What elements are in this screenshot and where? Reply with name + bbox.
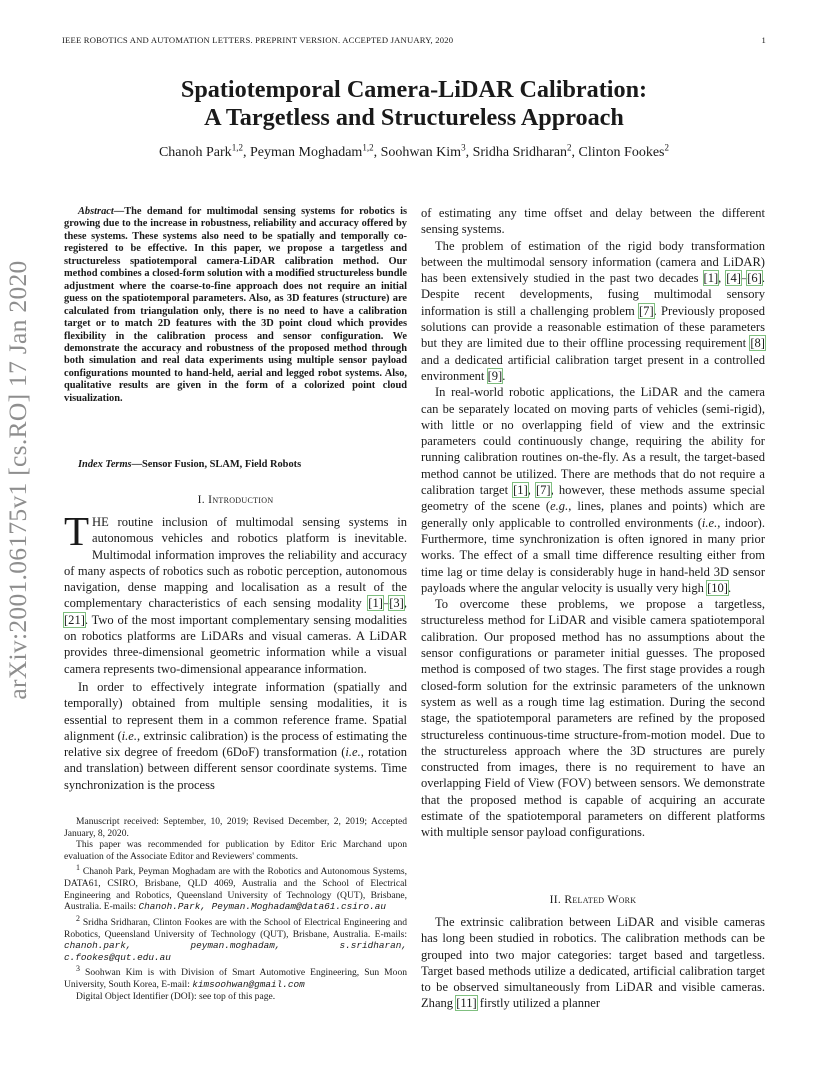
- intro-paragraph-2: In order to effectively integrate information (spatially and temporally) obtained from multiple sensing modalities, it is essential to represent them in a common reference frame. Spatial alignment (i.e., extrinsic calibration) is the process of estimating the relative six degree of freedom (6DoF) transformation (i.e., rotation and translation) between different sensor coordinate systems. Time synchronization is the process: [64, 679, 407, 792]
- citation-link[interactable]: [21]: [64, 612, 85, 627]
- author: Clinton Fookes$^2$: [578, 142, 670, 160]
- email-link[interactable]: kimsoohwan@gmail.com: [192, 979, 305, 991]
- section-heading-introduction: I. Introduction: [197, 493, 274, 506]
- arxiv-stamp-text: arXiv:2001.06175v1 [cs.RO] 17 Jan 2020: [3, 260, 32, 700]
- paragraph: The problem of estimation of the rigid body transformation between the multimodal sensory information (camera and LiDAR) has been extensively studied in the past two decades [1], [4]–[6]. Despite recent developments, fusing multimodal sensory information is still a challenging problem [7]. Previously proposed solutions can provide a reasonable estimation of these parameters but they are limited due to their offline processing requirement [8] and a dedicated artificial calibration target present in a controlled environment [9].: [421, 238, 765, 383]
- paragraph: The extrinsic calibration between LiDAR and visible cameras has long been studied in robotics. The calibration methods can be grouped into two major categories: target based and targetless. Target based methods utilize a dedicated, artificial calibration target to be observed simultaneously from LiDAR and visible cameras. Zhang [11] firstly utilized a planner: [421, 915, 765, 1011]
- citation-link[interactable]: [10]: [707, 580, 728, 595]
- citation-link[interactable]: [1]: [513, 483, 528, 498]
- drop-cap: T: [64, 508, 90, 554]
- footnote-received: Manuscript received: September, 10, 2019; Revised December, 2, 2019; Accepted January, 8, 2020.: [64, 816, 407, 839]
- author: Sridha Sridharan$^2$,: [472, 142, 579, 160]
- footnote-affiliation-1: $^1$ Chanoh Park, Peyman Moghadam are with the Robotics and Autonomous Systems, DATA61, CSIRO, Brisbane, QLD 4069, Australia and the School of Electrical Engineering and Robotics, Queensland University of Technology (QUT), Brisbane, Australia. E-mails: Chanoh.Park, Peyman.Moghadam@data61.csiro.au: [64, 863, 407, 913]
- citation-link[interactable]: [1]: [368, 596, 383, 611]
- index-terms: [64, 457, 407, 473]
- paper-title: [0, 76, 828, 132]
- footnote-affiliation-3: $^3$ Soohwan Kim is with Division of Smart Automotive Engineering, Sun Moon University, South Korea, E-mail: kimsoohwan@gmail.com: [64, 964, 407, 991]
- author-list: [0, 142, 828, 161]
- paragraph: of estimating any time offset and delay between the different sensing systems.: [421, 206, 765, 237]
- footnote-recommended: This paper was recommended for publication by Editor Eric Marchand upon evaluation of the Associate Editor and Reviewers' comments.: [64, 839, 407, 862]
- paragraph: To overcome these problems, we propose a targetless, structureless method for LiDAR and visible camera spatiotemporal calibration. Our proposed method has no assumptions about the sensor configurations or parameter initial guesses. The proposed method is composed of two stages. The first stage provides a rough closed-form solution for the extrinsic parameters of the unknown system as well as a rough time lag estimation. During the second stage, the spatiotemporal parameters are refined by the proposed structureless continuous-time structure-from-motion model. Due to the structureless approach where the 3D structures are purely constructed from images, there is no requirement to have an overlapping Field of View (FOV) between sensors. We demonstrate that the proposed method is capable of acquiring an accurate estimate of the spatiotemporal parameters on different platforms with multiple sensor payload configurations.: [421, 597, 765, 840]
- author: Soohwan Kim$^3$,: [380, 142, 473, 160]
- footnote-doi: Digital Object Identifier (DOI): see top of this page.: [76, 990, 276, 1002]
- abstract: [64, 206, 407, 405]
- title-line-1: Spatiotemporal Camera-LiDAR Calibration:: [180, 76, 648, 103]
- citation-link[interactable]: [11]: [456, 996, 477, 1011]
- citation-link[interactable]: [3]: [389, 596, 404, 611]
- right-column-body: [421, 205, 765, 841]
- footnotes: [64, 816, 407, 1002]
- author: Chanoh Park$^{1,2}$,: [158, 142, 250, 160]
- citation-link[interactable]: [8]: [750, 336, 765, 351]
- running-header: [62, 35, 766, 45]
- citation-link[interactable]: [6]: [747, 271, 762, 286]
- author: Peyman Moghadam$^{1,2}$,: [249, 142, 381, 160]
- index-label: Index Terms: [78, 459, 132, 470]
- index-text: —Sensor Fusion, SLAM, Field Robots: [131, 459, 302, 470]
- citation-link[interactable]: [4]: [726, 271, 741, 286]
- email-link[interactable]: chanoh.park, peyman.moghadam, s.sridharan, c.fookes@qut.edu.au: [64, 940, 407, 963]
- introduction-body: [64, 508, 407, 793]
- journal-header: IEEE ROBOTICS AND AUTOMATION LETTERS. PREPRINT VERSION. ACCEPTED JANUARY, 2020: [62, 35, 454, 45]
- footnote-affiliation-2: $^2$ Sridha Sridharan, Clinton Fookes are with the School of Electrical Engineering and Robotics, Queensland University of Technology (QUT), Brisbane, Australia. E-mails: chanoh.park, peyman.moghadam, s.sridharan, c.fookes@qut.edu.au: [64, 913, 407, 963]
- intro-paragraph-1: THE routine inclusion of multimodal sensing systems in autonomous vehicles and robotics platform is inevitable. Multimodal information improves the reliability and accuracy of many aspects of robotics such as robotic perception, autonomous navigation, dense mapping and localisation as a result of the complementary characteristics of each sensing modality [1]–[3], [21]. Two of the most important complementary sensing modalities on robotics platforms are LiDARs and visual cameras. A LiDAR provides three-dimensional geometric information while a visual camera represents two-dimensional appearance information.: [64, 508, 407, 676]
- citation-link[interactable]: [9]: [487, 368, 503, 383]
- email-link[interactable]: Chanoh.Park, Peyman.Moghadam@data61.csiro.au: [138, 901, 387, 913]
- section-heading-related-work: II. Related Work: [549, 893, 637, 906]
- related-work-body: [421, 914, 765, 1012]
- abstract-text: —The demand for multimodal sensing systems for robotics is growing due to the increase in robustness, reliability and accuracy offered by these systems. These systems also need to be spatially and temporally co-registered to be effective. In this paper, we propose a targetless and structureless spatiotemporal camera-LiDAR calibration method. Our method combines a closed-form solution with a modified structureless bundle adjustment where the coarse-to-fine approach does not require an initial guess on the spatiotemporal parameters. Also, as 3D features (structure) are calculated from triangulation only, there is no need to have a calibration target or to match 2D features with the 3D point cloud which provides flexibility in the calibration process and sensor configuration. We demonstrate the accuracy and robustness of the proposed method through both simulation and real data experiments using multiple sensor payload configurations mounted to hand-held, aerial and legged robot systems. Also, qualitative results are given in the form of a colorized point cloud visualization.: [64, 206, 407, 404]
- citation-link[interactable]: [1]: [703, 271, 719, 286]
- page-number: 1: [761, 35, 766, 45]
- citation-link[interactable]: [7]: [535, 483, 551, 498]
- abstract-label: Abstract: [78, 206, 114, 217]
- citation-link[interactable]: [7]: [639, 303, 654, 318]
- paragraph: In real-world robotic applications, the LiDAR and the camera can be separately located on moving parts of vehicles (semi-rigid), with little or no overlapping field of view and the extrinsic parameters could continuously change, requiring the ability for running calibration routines on-the-fly. As a result, the target-based method cannot be utilized. There are methods that do not require a calibration target [1], [7], however, these methods assume special geometry of the scene (e.g., lines, planes and points) which are generally only applicable to controlled environments (i.e., indoor). Furthermore, time synchronization is often ignored in many prior works. The effect of a small time difference resulting either from time lag or time delay is considerably huge in hand-held 3D sensor payloads where the angular velocity is usually very high [10].: [421, 385, 766, 595]
- title-line-2: A Targetless and Structureless Approach: [204, 104, 624, 131]
